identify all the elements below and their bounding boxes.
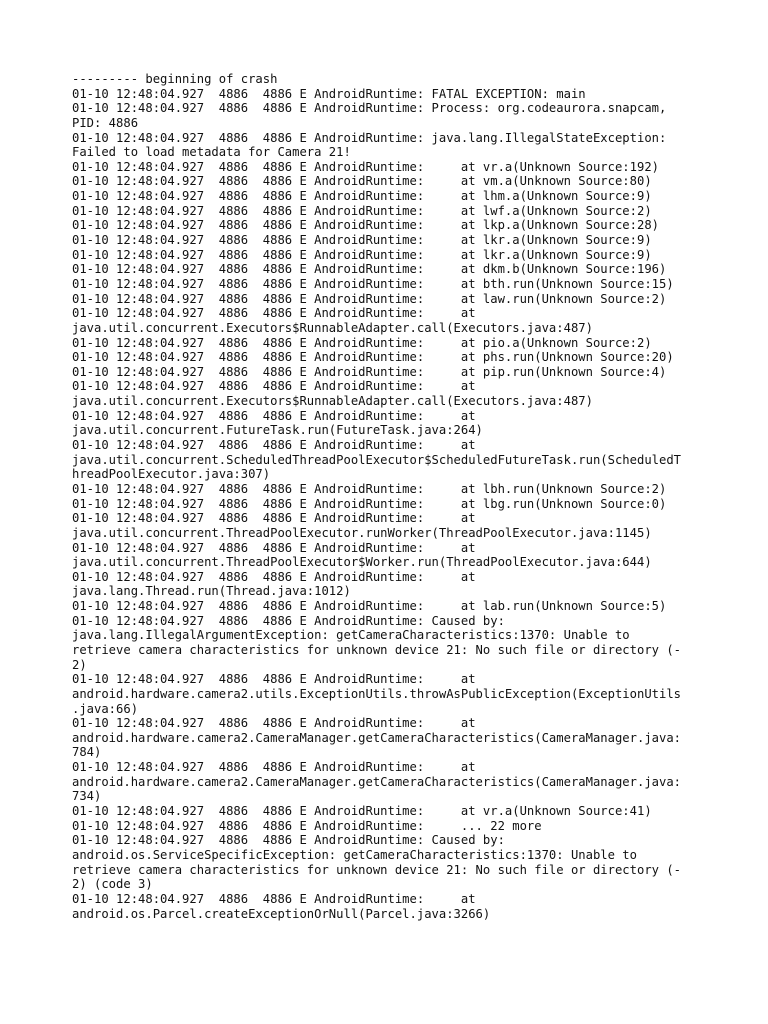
log-line: 2) xyxy=(72,657,87,672)
log-line: 01-10 12:48:04.927 4886 4886 E AndroidRuntime: at xyxy=(72,438,476,453)
log-line: 01-10 12:48:04.927 4886 4886 E AndroidRuntime: Caused by: xyxy=(72,613,505,628)
log-line: 01-10 12:48:04.927 4886 4886 E AndroidRuntime: at xyxy=(72,408,476,423)
log-line: java.lang.IllegalArgumentException: getCameraCharacteristics:1370: Unable to xyxy=(72,628,630,643)
crash-log-text xyxy=(72,72,702,921)
log-line: 01-10 12:48:04.927 4886 4886 E AndroidRuntime: at vr.a(Unknown Source:192) xyxy=(72,159,659,174)
log-line: 01-10 12:48:04.927 4886 4886 E AndroidRuntime: at lbg.run(Unknown Source:0) xyxy=(72,496,667,511)
log-line: 01-10 12:48:04.927 4886 4886 E AndroidRuntime: at pio.a(Unknown Source:2) xyxy=(72,335,652,350)
log-line: 01-10 12:48:04.927 4886 4886 E AndroidRuntime: at law.run(Unknown Source:2) xyxy=(72,291,667,306)
log-line: 01-10 12:48:04.927 4886 4886 E AndroidRuntime: at xyxy=(72,379,476,394)
log-line: hreadPoolExecutor.java:307) xyxy=(72,467,271,482)
log-line: 01-10 12:48:04.927 4886 4886 E AndroidRuntime: java.lang.IllegalStateException: xyxy=(72,130,667,145)
log-line: 01-10 12:48:04.927 4886 4886 E AndroidRuntime: at xyxy=(72,672,476,687)
log-line: 01-10 12:48:04.927 4886 4886 E AndroidRuntime: Process: org.codeaurora.snapcam, xyxy=(72,101,667,116)
log-line: retrieve camera characteristics for unknown device 21: No such file or directory (- xyxy=(72,642,682,657)
log-line: java.util.concurrent.Executors$RunnableAdapter.call(Executors.java:487) xyxy=(72,394,593,409)
log-line: retrieve camera characteristics for unknown device 21: No such file or directory (- xyxy=(72,862,682,877)
log-line: 01-10 12:48:04.927 4886 4886 E AndroidRuntime: Caused by: xyxy=(72,833,505,848)
log-line: 01-10 12:48:04.927 4886 4886 E AndroidRuntime: at lkr.a(Unknown Source:9) xyxy=(72,233,652,248)
log-line: 01-10 12:48:04.927 4886 4886 E AndroidRuntime: at phs.run(Unknown Source:20) xyxy=(72,350,674,365)
log-line: android.hardware.camera2.CameraManager.getCameraCharacteristics(CameraManager.java: xyxy=(72,730,682,745)
log-line: 01-10 12:48:04.927 4886 4886 E AndroidRuntime: at xyxy=(72,760,476,775)
log-line: java.util.concurrent.ThreadPoolExecutor$Worker.run(ThreadPoolExecutor.java:644) xyxy=(72,555,652,570)
log-line: android.hardware.camera2.CameraManager.getCameraCharacteristics(CameraManager.java: xyxy=(72,774,682,789)
log-line: Failed to load metadata for Camera 21! xyxy=(72,145,351,160)
log-line: android.hardware.camera2.utils.ExceptionUtils.throwAsPublicException(ExceptionUtils xyxy=(72,686,682,701)
log-line: java.util.concurrent.ScheduledThreadPoolExecutor$ScheduledFutureTask.run(ScheduledT xyxy=(72,452,682,467)
log-line: 01-10 12:48:04.927 4886 4886 E AndroidRuntime: at dkm.b(Unknown Source:196) xyxy=(72,262,667,277)
log-line: 01-10 12:48:04.927 4886 4886 E AndroidRuntime: at xyxy=(72,891,476,906)
log-line: 01-10 12:48:04.927 4886 4886 E AndroidRuntime: at xyxy=(72,569,476,584)
log-line: 01-10 12:48:04.927 4886 4886 E AndroidRuntime: at lab.run(Unknown Source:5) xyxy=(72,599,667,614)
log-line: 01-10 12:48:04.927 4886 4886 E AndroidRuntime: at xyxy=(72,540,476,555)
log-line: --------- beginning of crash xyxy=(72,72,278,86)
log-line: 01-10 12:48:04.927 4886 4886 E AndroidRuntime: ... 22 more xyxy=(72,818,542,833)
log-line: 784) xyxy=(72,745,102,760)
log-line: 01-10 12:48:04.927 4886 4886 E AndroidRuntime: at bth.run(Unknown Source:15) xyxy=(72,276,674,291)
log-line: 01-10 12:48:04.927 4886 4886 E AndroidRuntime: at lbh.run(Unknown Source:2) xyxy=(72,481,667,496)
log-line: .java:66) xyxy=(72,701,139,716)
log-line: java.util.concurrent.FutureTask.run(FutureTask.java:264) xyxy=(72,423,483,438)
log-line: 01-10 12:48:04.927 4886 4886 E AndroidRuntime: at lkp.a(Unknown Source:28) xyxy=(72,218,659,233)
log-line: 01-10 12:48:04.927 4886 4886 E AndroidRuntime: at pip.run(Unknown Source:4) xyxy=(72,364,667,379)
log-line: 01-10 12:48:04.927 4886 4886 E AndroidRuntime: at lwf.a(Unknown Source:2) xyxy=(72,203,652,218)
log-line: 01-10 12:48:04.927 4886 4886 E AndroidRuntime: at xyxy=(72,306,476,321)
log-line: java.util.concurrent.Executors$RunnableAdapter.call(Executors.java:487) xyxy=(72,320,593,335)
log-line: 01-10 12:48:04.927 4886 4886 E AndroidRuntime: at vm.a(Unknown Source:80) xyxy=(72,174,652,189)
log-line: 01-10 12:48:04.927 4886 4886 E AndroidRuntime: at xyxy=(72,716,476,731)
log-line: 01-10 12:48:04.927 4886 4886 E AndroidRuntime: FATAL EXCEPTION: main xyxy=(72,86,586,101)
log-line: 2) (code 3) xyxy=(72,877,153,892)
log-line: 734) xyxy=(72,789,102,804)
log-line: 01-10 12:48:04.927 4886 4886 E AndroidRuntime: at lhm.a(Unknown Source:9) xyxy=(72,189,652,204)
log-line: PID: 4886 xyxy=(72,115,139,130)
log-line: android.os.ServiceSpecificException: getCameraCharacteristics:1370: Unable to xyxy=(72,847,637,862)
log-line: 01-10 12:48:04.927 4886 4886 E AndroidRuntime: at xyxy=(72,511,476,526)
log-line: 01-10 12:48:04.927 4886 4886 E AndroidRuntime: at lkr.a(Unknown Source:9) xyxy=(72,247,652,262)
log-line: java.util.concurrent.ThreadPoolExecutor.runWorker(ThreadPoolExecutor.java:1145) xyxy=(72,525,652,540)
log-line: java.lang.Thread.run(Thread.java:1012) xyxy=(72,584,351,599)
log-line: 01-10 12:48:04.927 4886 4886 E AndroidRuntime: at vr.a(Unknown Source:41) xyxy=(72,804,652,819)
log-line: android.os.Parcel.createExceptionOrNull(Parcel.java:3266) xyxy=(72,906,491,921)
